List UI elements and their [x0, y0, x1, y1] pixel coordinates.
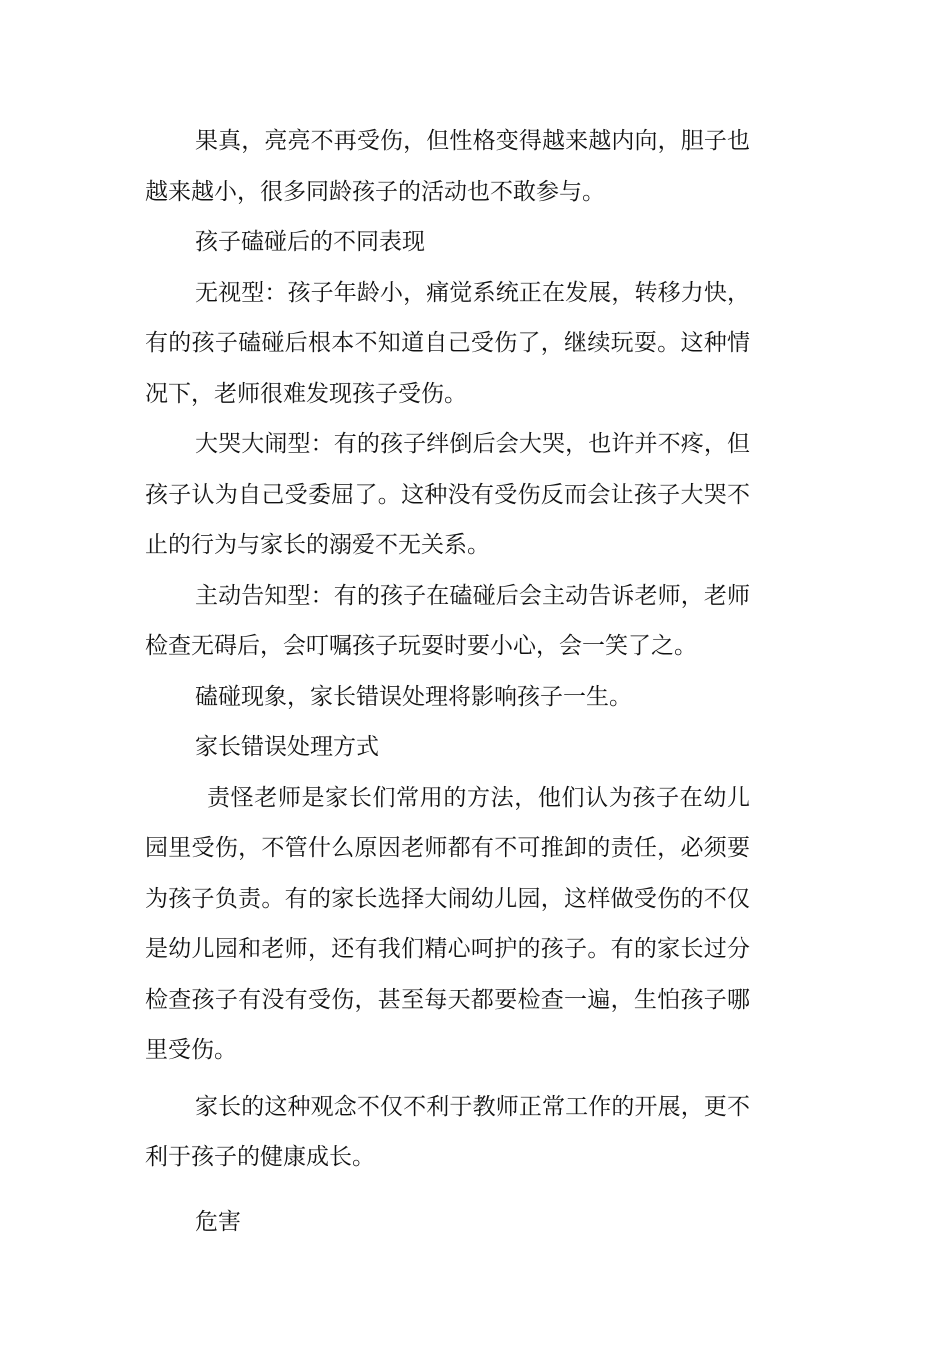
document-body [145, 116, 750, 1247]
paragraph-crying-type: 大哭大闹型：有的孩子绊倒后会大哭，也许并不疼，但孩子认为自己受委屈了。这种没有受伤反而会让孩子大哭不止的行为与家长的溺爱不无关系。 [145, 431, 750, 558]
paragraph-parent-concept: 家长的这种观念不仅不利于教师正常工作的开展，更不利于孩子的健康成长。 [145, 1093, 750, 1170]
heading-harm: 危害 [195, 1208, 241, 1235]
paragraph-proactive-type: 主动告知型：有的孩子在磕碰后会主动告诉老师，老师检查无碍后，会叮嘱孩子玩耍时要小心，会一笑了之。 [145, 582, 750, 659]
paragraph-blame-teacher: 责怪老师是家长们常用的方法，他们认为孩子在幼儿园里受伤，不管什么原因老师都有不可推卸的责任，必须要为孩子负责。有的家长选择大闹幼儿园，这样做受伤的不仅是幼儿园和老师，还有我们精心呵护的孩子。有的家长过分检查孩子有没有受伤，甚至每天都要检查一遍，生怕孩子哪里受伤。 [145, 784, 750, 1063]
heading-different-reactions: 孩子磕碰后的不同表现 [195, 229, 425, 255]
paragraph-bump-phenomenon: 磕碰现象，家长错误处理将影响孩子一生。 [195, 683, 632, 710]
paragraph-result: 果真，亮亮不再受伤，但性格变得越来越内向，胆子也越来越小，很多同龄孩子的活动也不敢参与。 [145, 128, 750, 205]
paragraph-ignore-type: 无视型：孩子年龄小，痛觉系统正在发展，转移力快，有的孩子磕碰后根本不知道自己受伤了，继续玩耍。这种情况下，老师很难发现孩子受伤。 [145, 279, 750, 407]
heading-wrong-handling: 家长错误处理方式 [195, 734, 379, 760]
